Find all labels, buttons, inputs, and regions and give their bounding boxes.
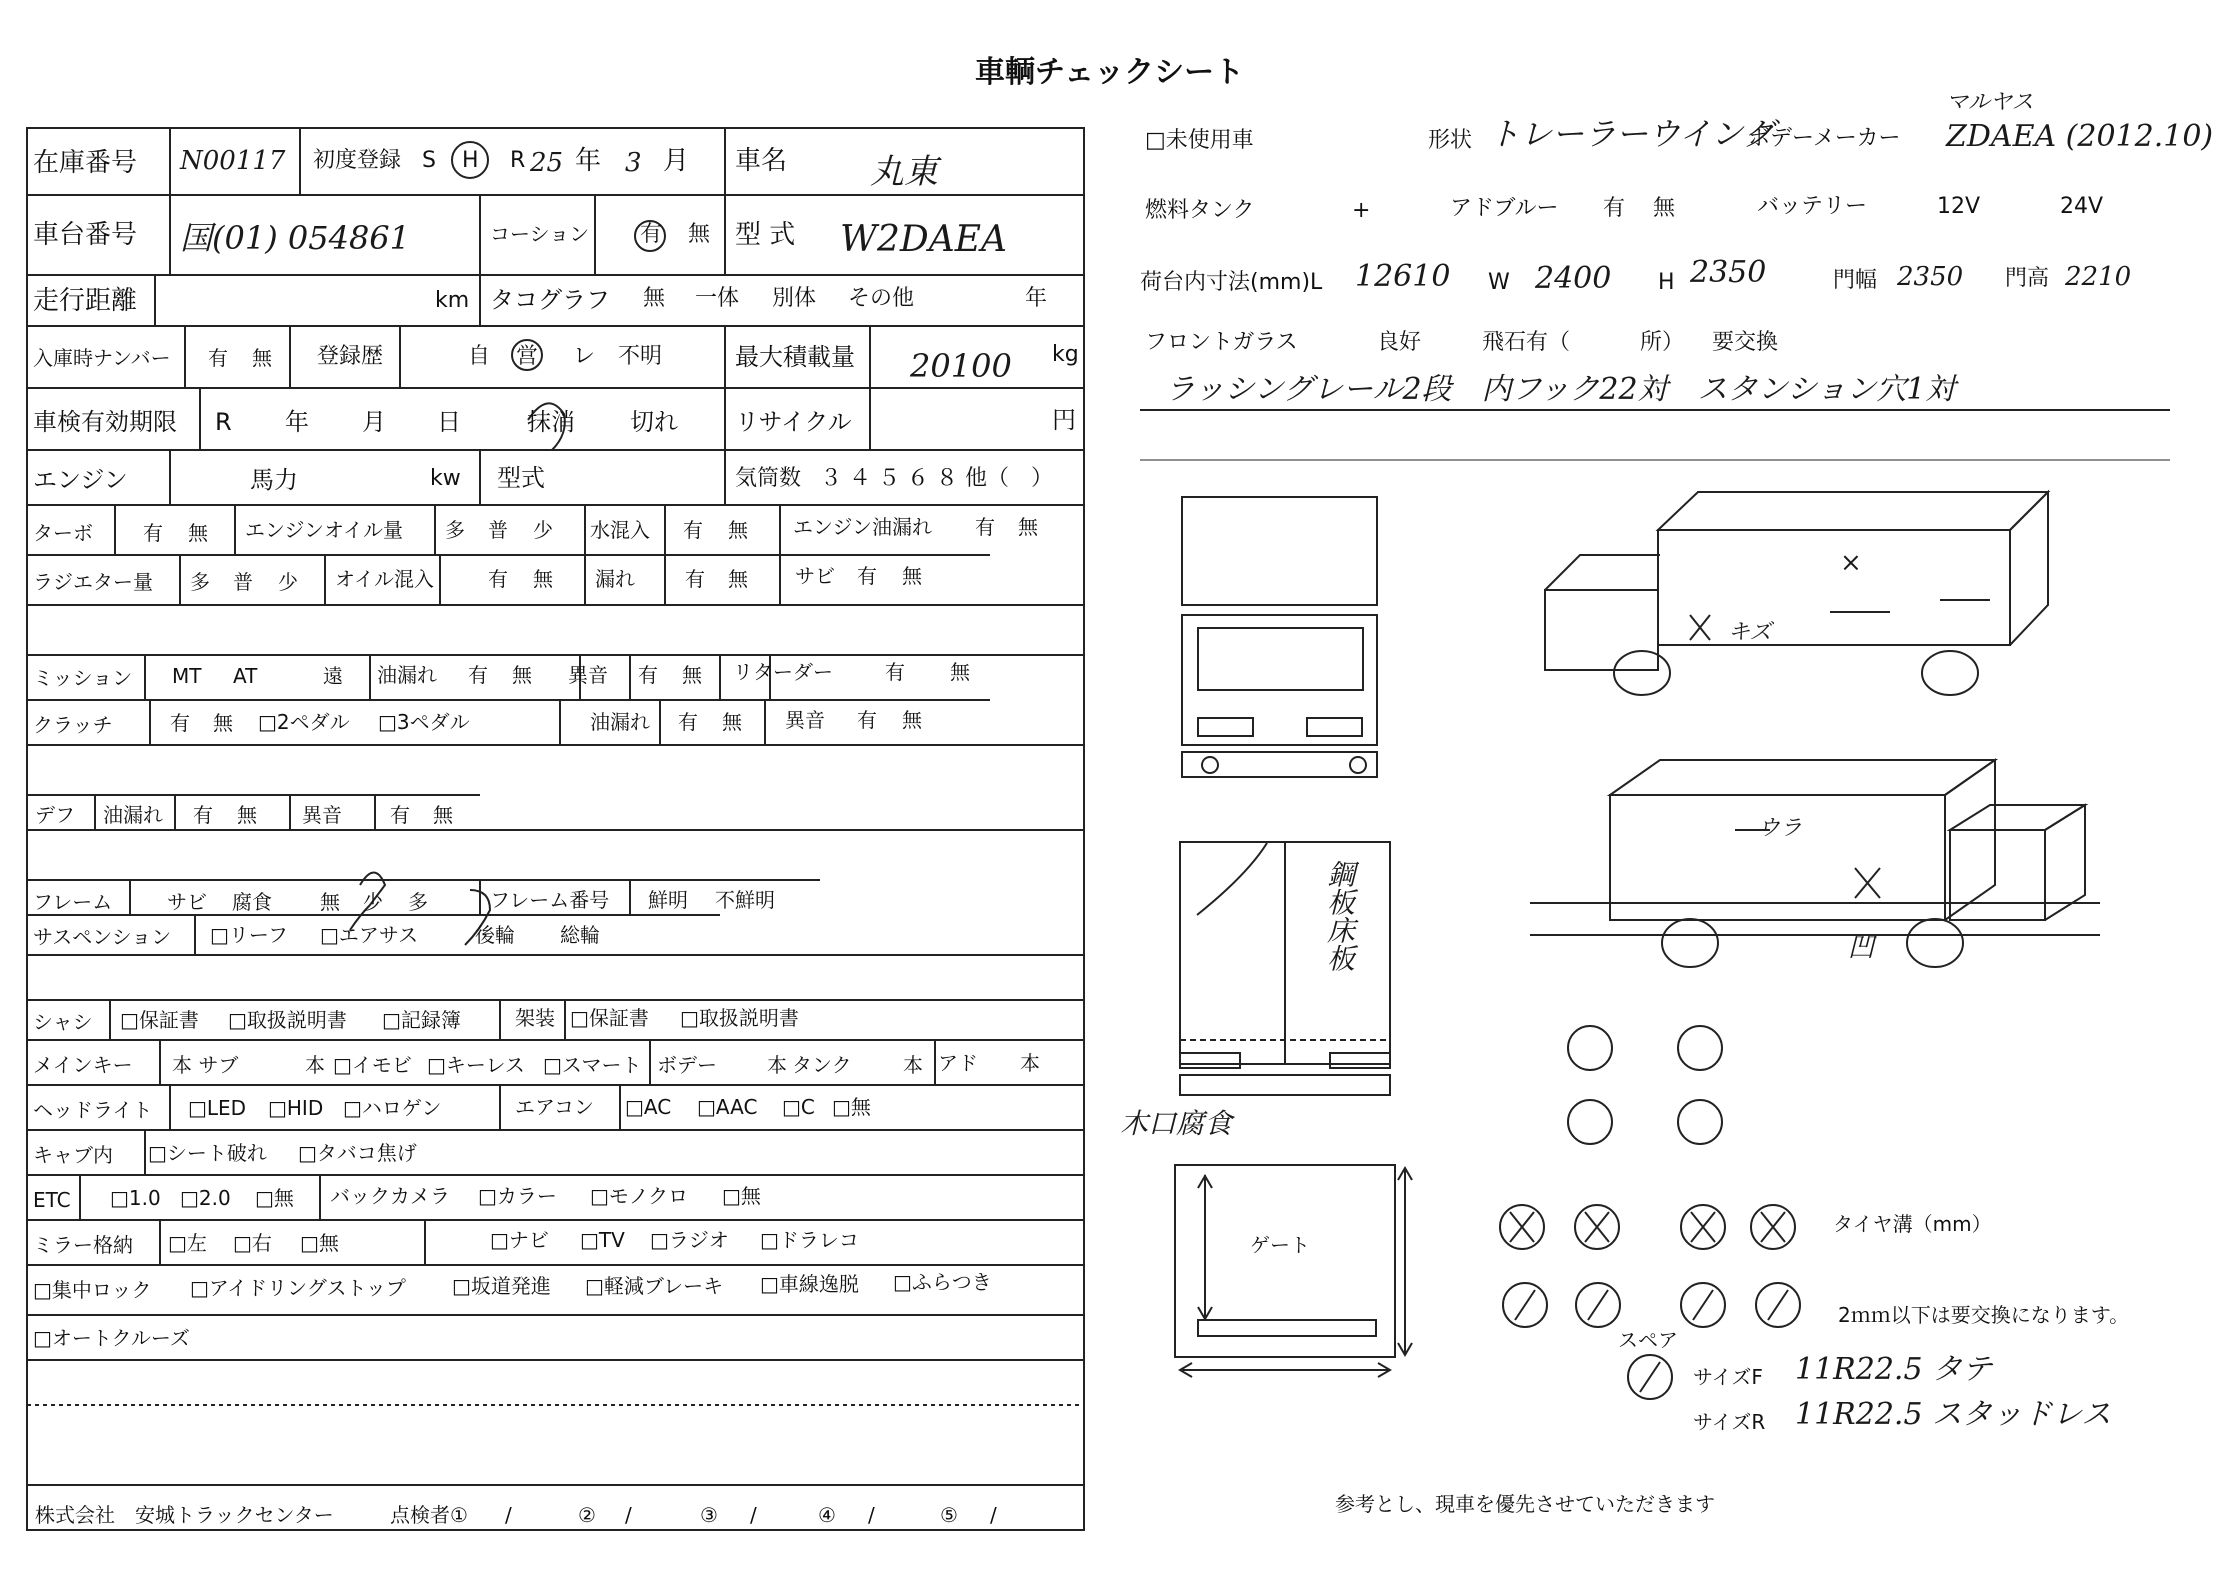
shadai-value: 国(01) 054861 [180,219,411,257]
nidai-h-value: 2350 [1690,255,1767,290]
mission-ari2: 有 [638,663,658,687]
shodo-label: 初度登録 [313,148,402,173]
shaken-nen: 年 [285,408,309,436]
clutch-ari: 有 [170,711,190,735]
coating-nashi: 無 [688,222,711,247]
mondaka-label: 門高 [2005,266,2050,291]
oil-more-ari: 有 [975,515,995,539]
body-model-value: ZDAEA (2012.10) [1946,119,2214,154]
oil-mix-ari: 有 [488,567,508,591]
oil-mix-label: オイル混入 [335,567,434,591]
chassis-kiroku: □記録簿 [382,1008,461,1032]
size-f-label: サイズF [1693,1365,1763,1389]
mark-kama: キズ [1728,620,1772,645]
floor-note: 木口腐食 [1120,1107,1233,1140]
frame-label: フレーム [33,890,113,914]
mondaka-value: 2210 [2065,262,2132,292]
coating-label: コーション [490,222,590,246]
radiator-fu: 普 [233,570,253,594]
shadai-label: 車台番号 [33,220,138,250]
clutch-ion: 異音 [785,708,825,732]
retarder-nashi: 無 [950,660,970,684]
saka-hassha: □坂道発進 [452,1274,551,1298]
kaso-hosho: □保証書 [570,1006,649,1030]
tank-hon: 本 [903,1053,923,1077]
mission-label: ミッション [33,666,133,690]
dorareko: □ドラレコ [760,1228,859,1252]
mizu-label: 水混入 [590,518,650,542]
nidai-label: 荷台内寸法(mm)L [1140,270,1323,295]
mizu-nashi: 無 [728,518,748,542]
mainkey-honsub: 本 サブ [172,1053,239,1077]
etc-mu: □無 [255,1186,294,1210]
tacho-betsu: 別体 [772,286,817,311]
zaiko-label: 在庫番号 [33,148,138,178]
mark-ha: 凹 [1848,933,1875,963]
auto-cruise: □オートクルーズ [33,1326,190,1350]
battery-label: バッテリー [1757,194,1868,219]
radio: □ラジオ [650,1228,729,1252]
frame-senmei: 鮮明 [648,888,688,912]
shodo-s: S [422,148,436,173]
headlight-led: □LED [188,1096,247,1120]
reference-note: 参考とし、現車を優先させていただきます [1335,1492,1715,1516]
more-label: 漏れ [595,567,635,591]
nidai-w: W [1488,270,1510,295]
shaken-r: R [215,408,232,436]
oil-more-label: エンジン油漏れ [793,515,932,539]
turbo-label: ターボ [33,521,93,545]
shodo-tsuki: 月 [663,146,690,176]
tank-label: タンク [792,1053,852,1077]
shaken-hi: 日 [437,408,461,436]
headlight-label: ヘッドライト [33,1098,153,1122]
katashiki-value: W2DAEA [840,219,1008,260]
frame-ta: 多 [408,890,428,914]
oil-ryo-label: エンジンオイル量 [245,518,403,542]
size-r-value: 11R22.5 スタッドレス [1795,1397,2112,1432]
susp-korin: 後輪 [475,923,515,947]
nidai-h: H [1658,270,1675,295]
navi: □ナビ [490,1228,549,1252]
clutch-pedal2: □2ペダル [258,710,350,734]
footer-n4: ④ [818,1503,836,1527]
shaken-tsuki: 月 [362,408,386,436]
front-yokokan: 要交換 [1712,330,1779,355]
front-ryoko: 良好 [1377,330,1422,355]
shodo-r: R [510,148,526,173]
footer-slash4: / [868,1503,875,1527]
oil-mix-nashi: 無 [533,567,553,591]
footer-n5: ⑤ [940,1503,958,1527]
mission-yuro: 油漏れ [377,663,437,687]
def-ion: 異音 [302,803,342,827]
adblue-nashi: 無 [1653,196,1676,221]
clutch-nashi2: 無 [722,710,742,734]
mainkey-immobi: □イモビ [333,1053,412,1077]
size-r-label: サイズR [1693,1410,1766,1434]
sabi-label: サビ [795,564,835,588]
mission-nashi2: 無 [682,663,702,687]
ad-label: アド [938,1051,978,1075]
mission-ion: 異音 [568,663,608,687]
battery-12v: 12V [1937,194,1981,219]
cab-tabako: □タバコ焦げ [298,1141,417,1165]
shaken-massho: 抹消 [527,408,575,436]
tacho-sonota: その他 [848,286,915,311]
chassis-label: シャシ [33,1010,93,1034]
front-label: フロントガラス [1145,330,1298,355]
def-nashi: 無 [237,803,257,827]
kaso-toriatsu: □取扱説明書 [680,1006,799,1030]
mirror-migi: □右 [233,1231,272,1255]
tacho-nen: 年 [1025,286,1048,311]
aircon-label: エアコン [515,1095,594,1119]
saidai-label: 最大積載量 [735,343,855,371]
mission-ari: 有 [468,663,488,687]
frame-sho: 少 [363,890,383,914]
tacho-nashi: 無 [643,286,666,311]
chassis-hosho: □保証書 [120,1008,199,1032]
clutch-ari2: 有 [678,710,698,734]
toroku-ji: 自 [468,344,491,369]
more-ari: 有 [685,567,705,591]
monhaba-value: 2350 [1897,262,1964,292]
footer-slash5: / [990,1503,997,1527]
oil-ryo-ta: 多 [445,518,465,542]
footer-company: 株式会社 安城トラックセンター [35,1503,334,1527]
coating-ari: 有 [640,222,663,247]
cab-seat: □シート破れ [148,1141,267,1165]
mainkey-label: メインキー [33,1053,133,1077]
backcamera-mono: □モノクロ [590,1184,689,1208]
clutch-ari3: 有 [857,708,877,732]
def-yuro: 油漏れ [103,803,163,827]
mission-at: AT [233,664,258,688]
mirror-label: ミラー格納 [33,1233,133,1257]
tacho-label: タコグラフ [490,286,610,314]
toroku-ei: 営 [516,344,539,369]
footer-slash2: / [625,1503,632,1527]
frame-mu: 無 [320,890,340,914]
turbo-ari: 有 [143,521,163,545]
engine-bariki: 馬力 [250,466,298,494]
soko-km: km [435,288,470,313]
headlight-hid: □HID [268,1096,324,1120]
footer-tenken: 点検者① [390,1503,468,1527]
clutch-yuro: 油漏れ [590,710,650,734]
clutch-nashi3: 無 [902,708,922,732]
adblue-ari: 有 [1603,196,1626,221]
battery-24v: 24V [2060,194,2104,219]
idling-stop: □アイドリングストップ [190,1276,406,1300]
body-label: ボデー [657,1053,717,1077]
tv: □TV [580,1228,625,1252]
nyuko-nashi: 無 [252,346,272,370]
footer-slash3: / [750,1503,757,1527]
engine-katashiki: 型式 [497,464,545,492]
furatsuki: □ふらつき [893,1270,992,1294]
toroku-re: レ [573,344,596,369]
tacho-ittai: 一体 [695,286,740,311]
sabi-nashi: 無 [902,564,922,588]
frame-fushoku: 腐食 [232,890,272,914]
cab-label: キャブ内 [33,1143,113,1167]
clutch-label: クラッチ [33,713,113,737]
def-label: デフ [35,803,75,827]
more-nashi: 無 [728,567,748,591]
def-ari2: 有 [390,803,410,827]
keigen-brake: □軽減ブレーキ [585,1274,724,1298]
backcamera-color: □カラー [478,1184,557,1208]
mirror-mu: □無 [300,1231,339,1255]
nenryo-label: 燃料タンク [1145,198,1255,223]
footer-n2: ② [578,1503,596,1527]
saidai-kg: kg [1052,342,1079,367]
mission-nashi: 無 [512,663,532,687]
radiator-label: ラジエター量 [33,570,153,594]
size-f-value: 11R22.5 タテ [1795,1352,1993,1387]
page-title: 車輌チェックシート [975,55,1245,90]
gate-label: ゲート [1250,1233,1310,1257]
footer-slash1: / [505,1503,512,1527]
nenryo-plus: + [1352,198,1371,223]
nidai-w-value: 2400 [1535,261,1612,296]
mainkey-smart: □スマート [543,1053,642,1077]
clutch-nashi: 無 [213,711,233,735]
handwritten-note: ラッシングレール2段 内フック22対 スタンション穴1対 [1165,372,1956,407]
etc-label: ETC [33,1188,71,1212]
shamei-value: 丸東 [870,152,938,192]
oil-ryo-sho: 少 [533,518,553,542]
shodo-month-value: 3 [625,148,642,178]
recycle-en: 円 [1052,406,1076,434]
soko-label: 走行距離 [33,286,138,316]
mission-en: 遠 [323,664,343,688]
mirror-hidari: □左 [168,1231,207,1255]
etc-v2: □2.0 [180,1186,231,1210]
shaken-kire: 切れ [630,408,678,436]
engine-kito-values: ３ ４ ５ ６ ８ 他（ ） [820,466,1053,491]
shodo-year-value: 25 [530,148,564,178]
backcamera-label: バックカメラ [330,1184,450,1208]
tire-note: 2ｍｍ以下は要交換になります。 [1838,1303,2130,1327]
susp-air: □エアサス [320,923,419,947]
side-note: 鋼板床板 [1323,860,1356,972]
susp-label: サスペンション [33,925,172,949]
nyuko-ari: 有 [208,346,228,370]
aircon-ac: □AC [625,1095,672,1119]
radiator-ta: 多 [190,570,210,594]
aircon-mu: □無 [832,1095,871,1119]
mark-x: × [1840,548,1862,578]
shasen-itsudatsu: □車線逸脱 [760,1272,859,1296]
footer-n3: ③ [700,1503,718,1527]
front-sho: 所） [1640,330,1685,355]
misiyo-checkbox: □未使用車 [1145,128,1254,153]
body-hon: 本 [767,1053,787,1077]
monhaba-label: 門幅 [1833,268,1878,293]
radiator-sho: 少 [278,570,298,594]
saidai-value: 20100 [910,347,1012,385]
retarder-label: リターダー [733,660,833,684]
toroku-fumei: 不明 [618,344,663,369]
susp-leaf: □リーフ [210,923,288,947]
keijo-label: 形状 [1428,128,1473,153]
keijo-value: トレーラーウイング [1488,115,1775,153]
mizu-ari: 有 [683,518,703,542]
backcamera-mu: □無 [722,1184,761,1208]
nyuko-label: 入庫時ナンバー [33,346,171,370]
toroku-label: 登録歴 [317,344,384,369]
front-tobi: 飛石有（ [1482,330,1571,355]
frame-no-label: フレーム番号 [490,888,610,912]
nidai-l-value: 12610 [1355,259,1451,294]
truck-diagrams [1175,492,2100,1399]
recycle-label: リサイクル [735,408,852,436]
body-maker-label: ボデーメーカー [1748,126,1901,151]
engine-kito: 気筒数 [735,466,802,491]
body-maker-value: マルヤス [1946,90,2034,115]
aircon-aac: □AAC [697,1095,758,1119]
shodo-nen: 年 [575,146,602,176]
sabi-ari: 有 [857,564,877,588]
retarder-ari: 有 [885,660,905,684]
shaken-label: 車検有効期限 [33,408,177,436]
chassis-toriatsu: □取扱説明書 [228,1008,347,1032]
katashiki-label: 型 式 [735,220,796,250]
mission-mt: MT [172,664,202,688]
headlight-halogen: □ハロゲン [343,1096,442,1120]
engine-kw: kw [430,466,461,491]
shuchu-lock: □集中ロック [33,1278,152,1302]
shamei-label: 車名 [735,146,788,176]
zaiko-value: N00117 [180,146,286,176]
mark-ura: ウラ [1758,816,1803,841]
adblue-label: アドブルー [1450,196,1559,221]
susp-sorin: 総輪 [560,923,600,947]
mainkey-hon: 本 [305,1053,325,1077]
def-ari: 有 [193,803,213,827]
etc-v1: □1.0 [110,1186,161,1210]
shodo-h: H [462,148,479,173]
kaso-label: 架装 [515,1006,555,1030]
def-nashi2: 無 [433,803,453,827]
spare-label: スペア [1618,1328,1678,1352]
frame-fusenmei: 不鮮明 [715,888,775,912]
turbo-nashi: 無 [188,521,208,545]
tire-label: タイヤ溝（mm） [1833,1212,1992,1236]
oil-more-nashi: 無 [1018,515,1038,539]
mainkey-keyless: □キーレス [427,1053,525,1077]
clutch-pedal3: □3ペダル [378,710,470,734]
ad-hon: 本 [1020,1051,1040,1075]
oil-ryo-fu: 普 [488,518,508,542]
aircon-c: □C [782,1095,815,1119]
frame-sabi: サビ [167,890,207,914]
engine-label: エンジン [33,466,128,494]
